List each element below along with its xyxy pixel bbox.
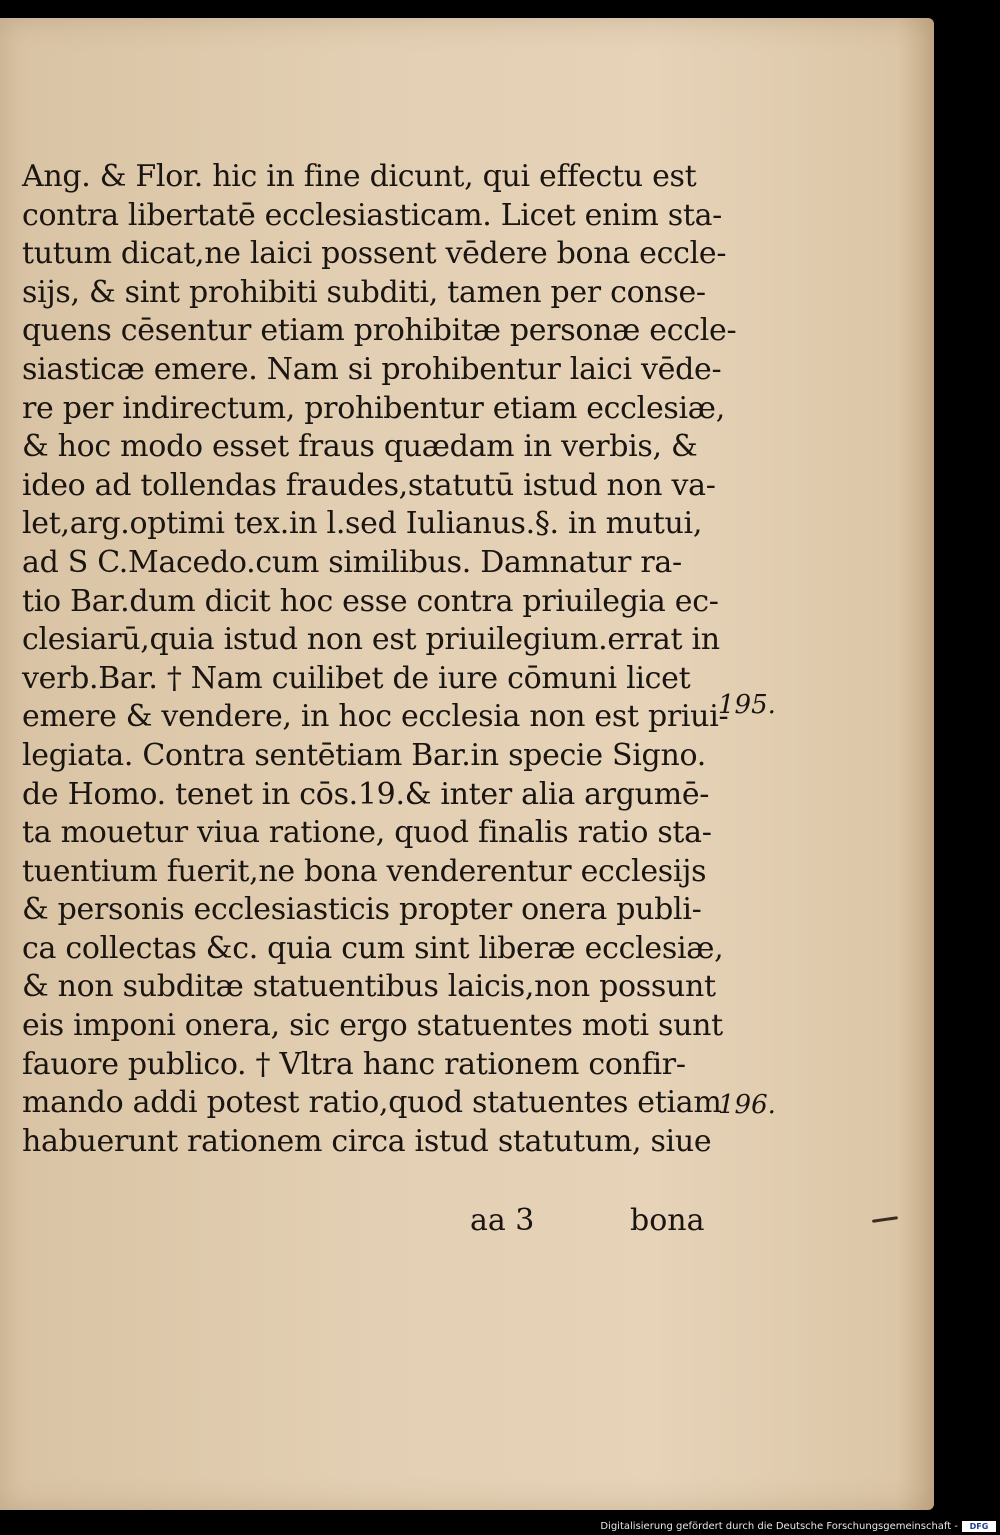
text-line: & hoc modo esset fraus quædam in verbis, & [22, 429, 698, 465]
text-line: ad S C.Macedo.cum similibus. Damnatur ra- [22, 544, 682, 580]
text-line: quens cēsentur etiam prohibitæ personæ eccle- [22, 313, 737, 349]
text-line: tutum dicat,ne laici possent vēdere bona eccle- [22, 236, 727, 272]
text-line: emere & vendere, in hoc ecclesia non est priui- [22, 699, 729, 735]
catchword: bona [630, 1203, 705, 1238]
dfg-logo: DFG [962, 1521, 996, 1532]
text-line: legiata. Contra sentētiam Bar.in specie Signo. [22, 737, 706, 773]
text-line: & personis ecclesiasticis propter onera publi- [22, 892, 702, 928]
text-line: habuerunt rationem circa istud statutum, siue [22, 1123, 712, 1159]
funding-credit: Digitalisierung gefördert durch die Deutsche Forschungsgemeinschaft - [600, 1521, 958, 1532]
ink-mark [872, 1216, 898, 1223]
text-line: contra libertatē ecclesiasticam. Licet enim sta- [22, 197, 723, 233]
margin-note-195: 195. [718, 690, 776, 720]
text-line: verb.Bar. † Nam cuilibet de iure cōmuni licet [22, 660, 691, 696]
text-line: tio Bar.dum dicit hoc esse contra priuilegia ec- [22, 583, 719, 619]
text-line: let,arg.optimi tex.in l.sed Iulianus.§. in mutui, [22, 506, 703, 542]
body-text [22, 158, 737, 1161]
margin-note-196: 196. [718, 1090, 776, 1120]
text-line: ta mouetur viua ratione, quod finalis ratio sta- [22, 815, 712, 851]
text-line: sijs, & sint prohibiti subditi, tamen per conse- [22, 274, 706, 310]
text-line: ideo ad tollendas fraudes,statutū istud non va- [22, 467, 716, 503]
text-line: mando addi potest ratio,quod statuentes etiam [22, 1085, 722, 1121]
text-line: eis imponi onera, sic ergo statuentes moti sunt [22, 1008, 723, 1044]
text-line: ca collectas &c. quia cum sint liberæ ecclesiæ, [22, 930, 724, 966]
text-line: fauore publico. † Vltra hanc rationem confir- [22, 1046, 686, 1082]
text-line: de Homo. tenet in cōs.19.& inter alia argumē- [22, 776, 710, 812]
footer-bar [0, 1518, 1000, 1535]
text-line: siasticæ emere. Nam si prohibentur laici vēde- [22, 351, 722, 387]
text-line: re per indirectum, prohibentur etiam ecclesiæ, [22, 390, 725, 426]
text-line: tuentium fuerit,ne bona venderentur ecclesijs [22, 853, 707, 889]
text-line: Ang. & Flor. hic in fine dicunt, qui effectu est [22, 159, 697, 194]
text-line: clesiarū,quia istud non est priuilegium.errat in [22, 622, 720, 658]
text-line: & non subditæ statuentibus laicis,non possunt [22, 969, 716, 1005]
book-page [0, 18, 934, 1510]
signature-mark: aa 3 [470, 1203, 535, 1238]
